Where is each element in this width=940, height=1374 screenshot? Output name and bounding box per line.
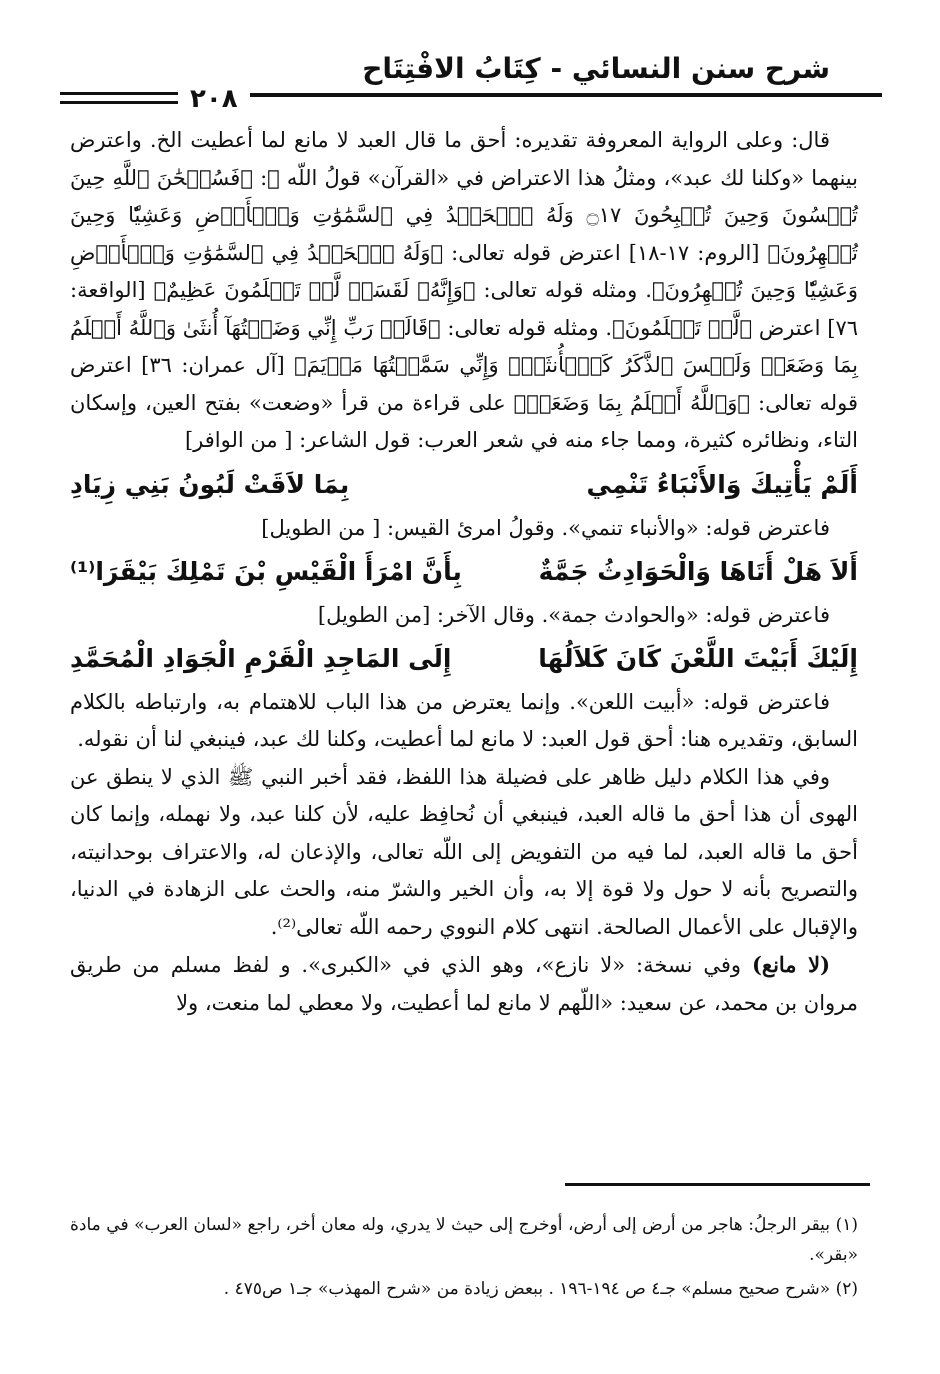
term-heading: (لا مانع) (751, 952, 831, 977)
running-header-title: شرح سنن النسائي - كِتَابُ الافْتِتَاح (362, 52, 830, 85)
paragraph: فاعترض قوله: «أبيت اللعن». وإنما يعترض من هذا الباب للاهتمام به، وارتباطه بالكلام السابق، وتقديره هنا: أحق قول العبد: لا مانع لما أعطيت، وكلنا لك عبد، فينبغي لنا أن نقوله. (70, 689, 858, 751)
verse-intro: فاعترض قوله: «والأنباء تنمي». وقولُ امرئ القيس: [ من الطويل] (261, 515, 830, 540)
footnote-separator (565, 1183, 870, 1186)
header-rule (250, 93, 882, 97)
poem-verse (70, 547, 858, 597)
paragraph: وفي هذا الكلام دليل ظاهر على فضيلة هذا اللفظ، فقد أخبر النبي ﷺ الذي لا ينطق عن الهوى أن هذا أحق ما قاله العبد، فينبغي أن نُحافِظ عليه، لأن كلنا عبد، ولا نهمله، وإنما كان أحق ما قاله العبد، لما فيه من التفويض إلى اللّه تعالى، والإذعان له، والاعتراف بوحدانيته، والتصريح بأنه لا حول ولا قوة إلا به، وأن الخير والشرّ منه، والحث على الزهادة في الدنيا، والإقبال على الأعمال الصالحة. انتهى كلام النووي رحمه اللّه تعالى⁽²⁾. (70, 764, 858, 939)
paragraph-text: وفي نسخة: «لا نازع»، وهو الذي في «الكبرى». و لفظ مسلم من طريق مروان بن محمد، عن سعيد: «اللّهم لا مانع لما أعطيت، ولا معطي لما منعت، ولا (70, 953, 858, 1015)
verse-hemistich-second: بِأَنَّ امْرَأَ الْقَيْسِ بْنَ تَمْلِكَ بَيْقَرَا⁽¹⁾ (70, 556, 462, 586)
verse-hemistich-second: إِلَى المَاجِدِ الْقَرْمِ الْجَوَادِ الْمُحَمَّدِ (70, 643, 452, 673)
paragraph: قال: وعلى الرواية المعروفة تقديره: أحق ما قال العبد لا مانع لما أعطيت الخ. واعترض بينهما «وكلنا لك عبد»، ومثلُ هذا الاعتراض في «القرآن» قولُ اللّه ﷺ: ﴿فَسُبۡحَٰنَ ٱللَّهِ حِينَ تُمۡسُونَ وَحِينَ تُصۡبِحُونَ ۝١٧ وَلَهُ ٱلۡحَمۡدُ فِي ٱلسَّمَٰوَٰتِ وَٱلۡأَرۡضِ وَعَشِيّٗا وَحِينَ تُظۡهِرُونَ﴾ [الروم: ١٧-١٨] اعترض قوله تعالى: ﴿وَلَهُ ٱلۡحَمۡدُ فِي ٱلسَّمَٰوَٰتِ وَٱلۡأَرۡضِ وَعَشِيّٗا وَحِينَ تُظۡهِرُونَ﴾. ومثله قوله تعالى: ﴿وَإِنَّهُۥ لَقَسَمٞ لَّوۡ تَعۡلَمُونَ عَظِيمٌ﴾ [الواقعة: ٧٦] اعترض ﴿لَّوۡ تَعۡلَمُونَ﴾. ومثله قوله تعالى: ﴿قَالَتۡ رَبِّ إِنِّي وَضَعۡتُهَآ أُنثَىٰ وَٱللَّهُ أَعۡلَمُ بِمَا وَضَعَتۡ وَلَيۡسَ ٱلذَّكَرُ كَٱلۡأُنثَىٰۖ وَإِنِّي سَمَّيۡتُهَا مَرۡيَمَ﴾ [آل عمران: ٣٦] اعترض قوله تعالى: ﴿وَٱللَّهُ أَعۡلَمُ بِمَا وَضَعَتۡ﴾ على قراءة من قرأ «وضعت» بفتح العين، وإسكان التاء، ونظائره كثيرة، ومما جاء منه في شعر العرب: قول الشاعر: [ من الوافر] (70, 128, 858, 452)
verse-hemistich-second: بِمَا لاَقَتْ لَبُونُ بَنِي زِيَادِ (70, 469, 350, 499)
page-number: ٢٠٨ (190, 84, 238, 114)
poem-verse (70, 460, 858, 510)
footnotes (70, 1210, 858, 1308)
page-number-rule (60, 101, 178, 104)
page-number-rule (60, 92, 178, 95)
main-text (70, 122, 858, 1022)
paragraph (70, 946, 858, 1022)
footnote: (٢) «شرح صحيح مسلم» جـ٤ ص ١٩٤-١٩٦ . ببعض زيادة من «شرح المهذب» جـ١ ص٤٧٥ . (223, 1279, 858, 1299)
verse-intro: فاعترض قوله: «والحوادث جمة». وقال الآخر: [من الطويل] (317, 602, 830, 627)
verse-hemistich-first: أَلَمْ يَأْتِيكَ وَالأَنْبَاءُ تَنْمِي (586, 469, 858, 499)
footnote: (١) بيقر الرجلُ: هاجر من أرض إلى أرض، أوخرج إلى حيث لا يدري، وله معان أخر، راجع «لسان العرب» في مادة «بقر». (70, 1215, 858, 1265)
verse-hemistich-first: أَلاَ هَلْ أَتَاهَا وَالْحَوَادِثُ جَمَّةٌ (538, 556, 858, 586)
poem-verse (70, 634, 858, 684)
verse-hemistich-first: إِلَيْكَ أَبَيْتَ اللَّعْنَ كَانَ كَلاَلُهَا (538, 643, 858, 673)
